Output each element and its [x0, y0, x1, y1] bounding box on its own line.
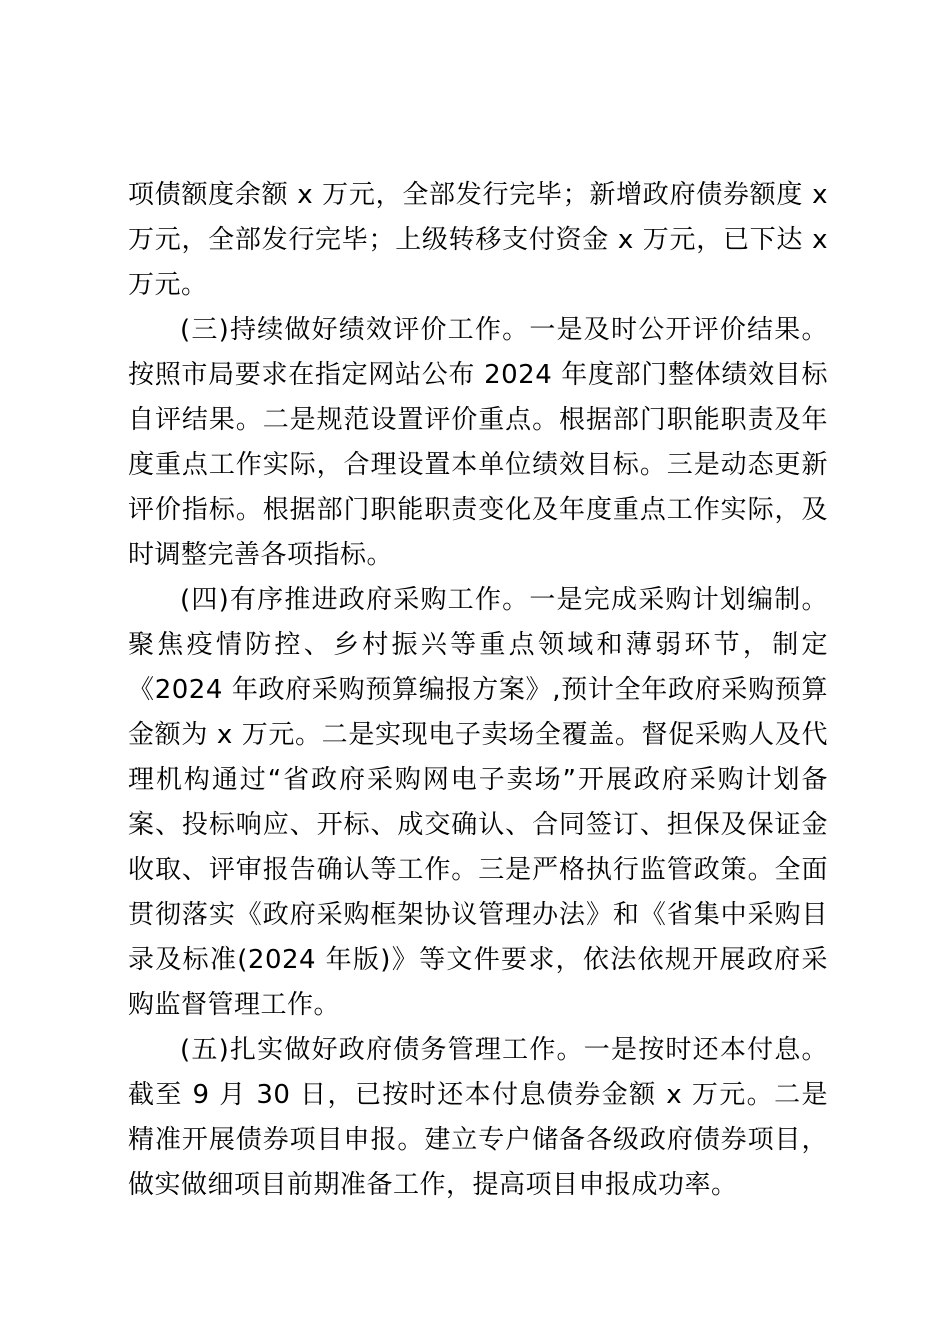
paragraph-debt-management: (五)扎实做好政府债务管理工作。一是按时还本付息。截至 9 月 30 日，已按时还本付息债券金额 x 万元。二是精准开展债券项目申报。建立专户储备各级政府债券项目，做实做细项目前期准备工作，提高项目申报成功率。	[128, 1035, 828, 1200]
document-page	[128, 173, 828, 1208]
paragraph-debt-quota: 项债额度余额 x 万元，全部发行完毕；新增政府债券额度 x 万元，全部发行完毕；上级转移支付资金 x 万元，已下达 x 万元。	[128, 180, 828, 300]
paragraph-government-procurement: (四)有序推进政府采购工作。一是完成采购计划编制。聚焦疫情防控、乡村振兴等重点领域和薄弱环节，制定《2024 年政府采购预算编报方案》,预计全年政府采购预算金额为 x 万元。二是实现电子卖场全覆盖。督促采购人及代理机构通过“省政府采购网电子卖场”开展政府采购计划备案、投标响应、开标、成交确认、合同签订、担保及保证金收取、评审报告确认等工作。三是严格执行监管政策。全面贯彻落实《政府采购框架协议管理办法》和《省集中采购目录及标准(2024 年版)》等文件要求，依法依规开展政府采购监督管理工作。	[128, 585, 828, 1020]
paragraph-performance-evaluation: (三)持续做好绩效评价工作。一是及时公开评价结果。按照市局要求在指定网站公布 2024 年度部门整体绩效目标自评结果。二是规范设置评价重点。根据部门职能职责及年度重点工作实际，合理设置本单位绩效目标。三是动态更新评价指标。根据部门职能职责变化及年度重点工作实际，及时调整完善各项指标。	[128, 315, 828, 570]
